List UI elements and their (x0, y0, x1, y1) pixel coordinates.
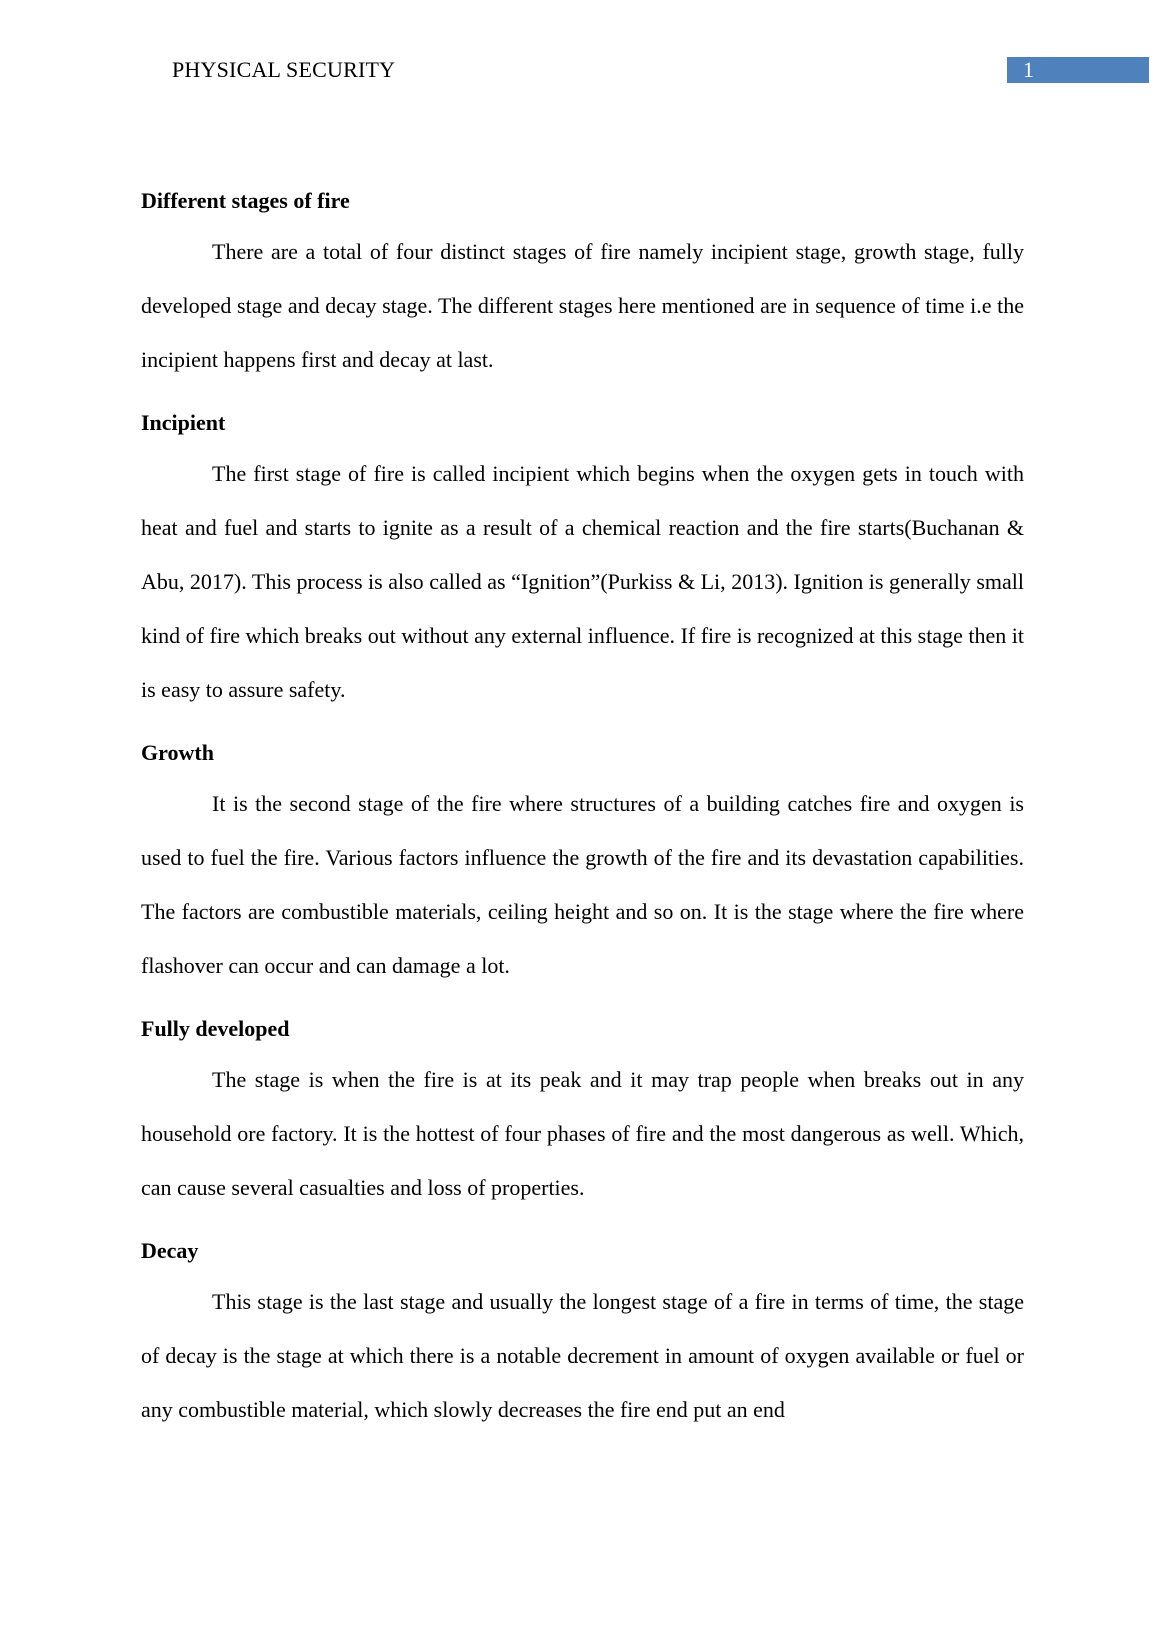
section-different-stages (141, 185, 1024, 387)
section-growth (141, 737, 1024, 993)
section-heading: Decay (141, 1238, 199, 1263)
section-paragraph: The stage is when the fire is at its peak and it may trap people when breaks out in any household ore factory. It is the hottest of four phases of fire and the most dangerous as well. Which, can cause several casualties and loss of properties. (141, 1067, 1024, 1200)
section-fully-developed (141, 1013, 1024, 1215)
section-heading: Incipient (141, 410, 226, 435)
section-decay (141, 1235, 1024, 1437)
section-paragraph: There are a total of four distinct stages of fire namely incipient stage, growth stage, fully developed stage and decay stage. The different stages here mentioned are in sequence of time i.e the incipient happens first and decay at last. (141, 239, 1024, 372)
document-body (141, 185, 1024, 1437)
section-heading: Different stages of fire (141, 188, 350, 213)
page-number: 1 (1023, 57, 1034, 82)
section-incipient (141, 407, 1024, 717)
section-heading: Growth (141, 740, 214, 765)
running-head: PHYSICAL SECURITY (172, 57, 396, 82)
page-number-box (1007, 57, 1149, 83)
section-paragraph: It is the second stage of the fire where structures of a building catches fire and oxygen is used to fuel the fire. Various factors influence the growth of the fire and its devastation capabilities. The factors are combustible materials, ceiling height and so on. It is the stage where the fire where flashover can occur and can damage a lot. (141, 791, 1024, 978)
section-paragraph: This stage is the last stage and usually the longest stage of a fire in terms of time, the stage of decay is the stage at which there is a notable decrement in amount of oxygen available or fuel or any combustible material, which slowly decreases the fire end put an end (141, 1289, 1024, 1422)
section-paragraph: The first stage of fire is called incipient which begins when the oxygen gets in touch with heat and fuel and starts to ignite as a result of a chemical reaction and the fire starts(Buchanan & Abu, 2017). This process is also called as “Ignition”(Purkiss & Li, 2013). Ignition is generally small kind of fire which breaks out without any external influence. If fire is recognized at this stage then it is easy to assure safety. (141, 461, 1024, 702)
section-heading: Fully developed (141, 1016, 290, 1041)
